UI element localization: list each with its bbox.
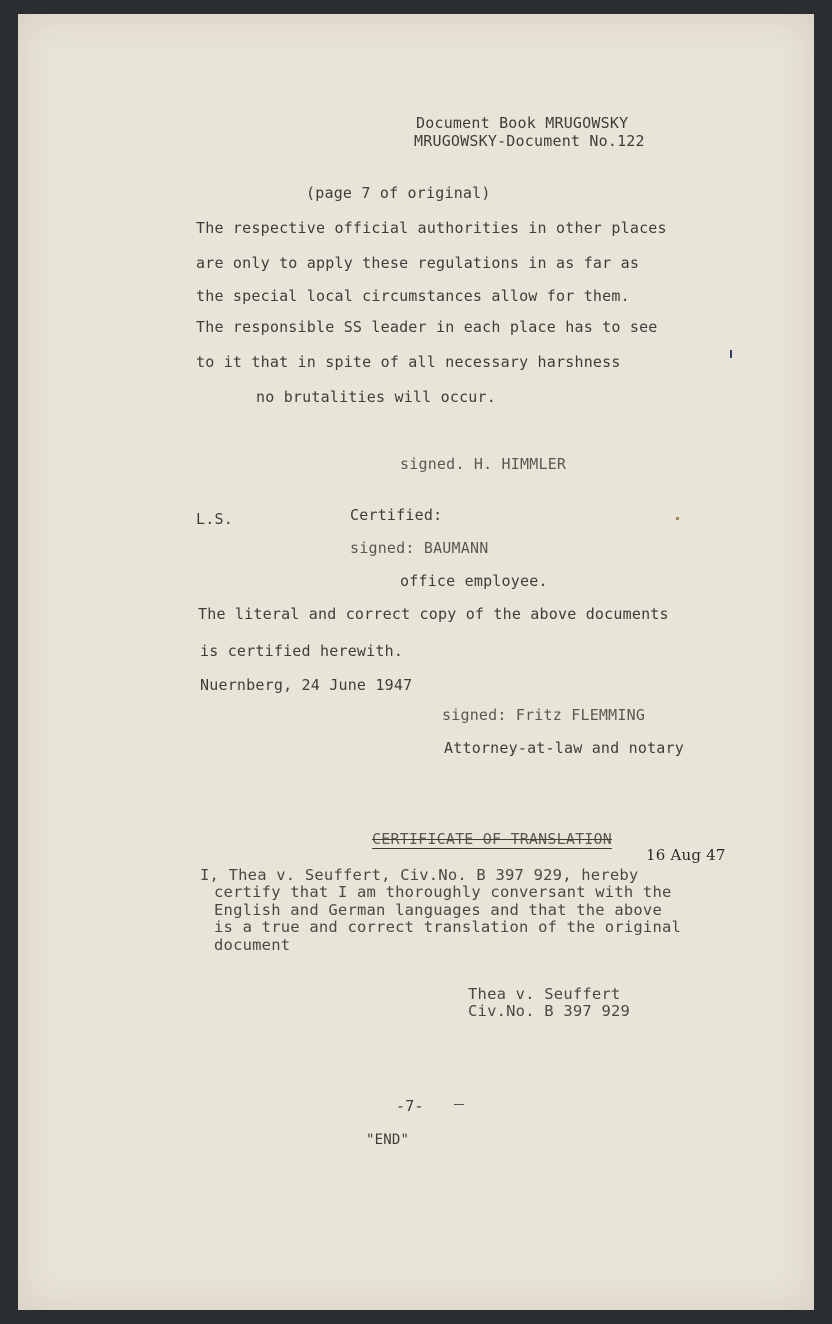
page-number: -7- [396, 1097, 424, 1115]
copy-line: is certified herewith. [200, 642, 404, 660]
body-line: to it that in spite of all necessary harshness [196, 353, 621, 371]
document-page [18, 14, 814, 1310]
certificate-line: document [214, 936, 291, 954]
body-line: The responsible SS leader in each place has to see [196, 318, 658, 336]
office-employee: office employee. [400, 572, 548, 590]
header-document-book: Document Book MRUGOWSKY [416, 114, 629, 132]
certificate-date-stamp: 16 Aug 47 [646, 846, 726, 864]
translator-name: Thea v. Seuffert [468, 985, 621, 1003]
header-document-number: MRUGOWSKY-Document No.122 [414, 132, 645, 150]
signed-flemming: signed: Fritz FLEMMING [442, 706, 646, 724]
ink-dot [676, 517, 679, 520]
stray-mark [454, 1104, 464, 1105]
page-reference: (page 7 of original) [306, 184, 491, 202]
certificate-line: I, Thea v. Seuffert, Civ.No. B 397 929, hereby [200, 866, 639, 884]
signed-baumann: signed: BAUMANN [350, 539, 489, 557]
certificate-title: CERTIFICATE OF TRANSLATION [372, 830, 612, 848]
certificate-line: English and German languages and that the above [214, 901, 662, 919]
certified-label: Certified: [350, 506, 443, 524]
body-line: The respective official authorities in other places [196, 219, 667, 237]
translator-civ-number: Civ.No. B 397 929 [468, 1002, 631, 1020]
body-line: are only to apply these regulations in as far as [196, 254, 640, 272]
attorney-title: Attorney-at-law and notary [444, 739, 684, 757]
body-line: no brutalities will occur. [256, 388, 496, 406]
certificate-line: certify that I am thoroughly conversant with the [214, 883, 672, 901]
ls-mark: L.S. [196, 510, 233, 528]
ink-mark [730, 350, 732, 358]
copy-line: The literal and correct copy of the above documents [198, 605, 669, 623]
body-line: the special local circumstances allow for them. [196, 287, 630, 305]
signed-himmler: signed. H. HIMMLER [400, 455, 567, 473]
end-mark: "END" [366, 1132, 410, 1148]
certificate-line: is a true and correct translation of the original [214, 918, 682, 936]
place-date: Nuernberg, 24 June 1947 [200, 676, 413, 694]
